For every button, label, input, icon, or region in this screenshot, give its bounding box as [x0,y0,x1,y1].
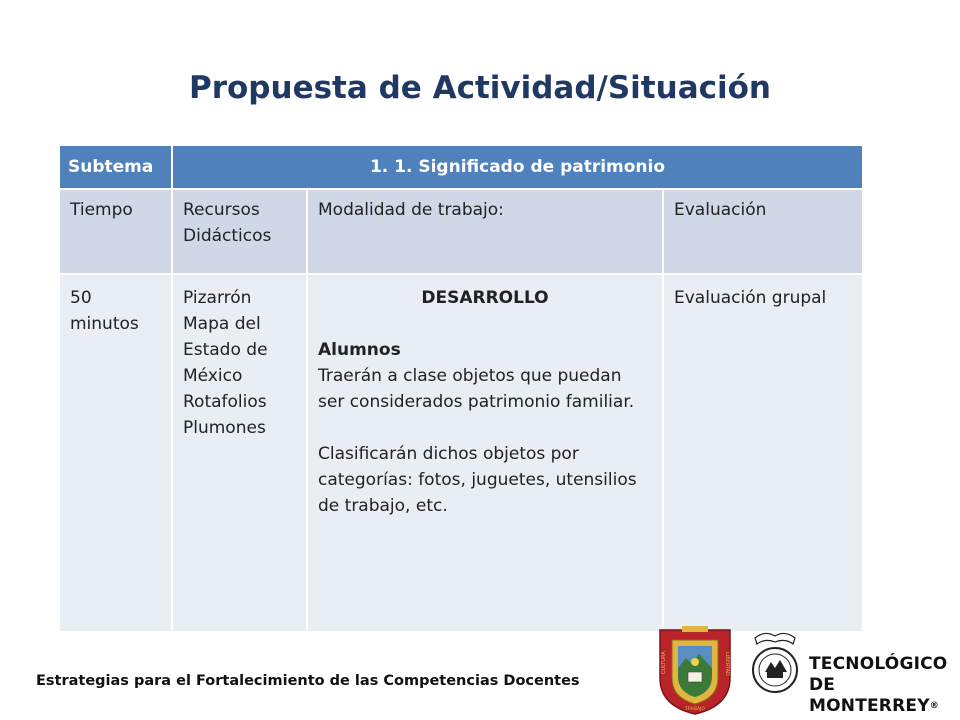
recursos-item: Rotafolios [183,392,267,412]
modalidad-cell [307,274,663,631]
tiempo-header: Tiempo [60,189,172,274]
tec-wordmark-line-2: DE MONTERREY [809,675,930,716]
activity-table [60,146,862,631]
table-row [60,274,862,631]
footer-text: Estrategias para el Fortalecimiento de las Competencias Docentes [36,673,580,689]
seal-banner-left: CULTURA [661,651,667,674]
tec-seal-icon [745,628,805,698]
evaluacion-header: Evaluación [663,189,862,274]
column-header-row [60,189,862,274]
recursos-header-line-2: Didácticos [183,226,272,246]
alumnos-heading: Alumnos [318,340,401,360]
recursos-item: Mapa del [183,314,261,334]
estado-de-mexico-seal-logo [652,626,738,716]
desarrollo-heading: DESARROLLO [421,288,549,308]
recursos-item: Pizarrón [183,288,252,308]
modalidad-paragraph-2: Clasificarán dichos objetos por categorías: fotos, juguetes, utensilios de trabajo, etc. [318,444,637,516]
recursos-cell [172,274,307,631]
tec-wordmark-line-1: TECNOLÓGICO [809,654,948,674]
recursos-header-line-1: Recursos [183,200,260,220]
seal-banner-bottom: TRABAJO [685,707,705,712]
tec-wordmark [809,654,960,717]
subtema-label: Subtema [60,146,172,189]
tiempo-unit: minutos [70,314,139,334]
seal-banner-right: LIBERTAD [724,652,730,676]
table-header-row [60,146,862,189]
evaluacion-cell: Evaluación grupal [663,274,862,631]
recursos-item: México [183,366,243,386]
modalidad-header: Modalidad de trabajo: [307,189,663,274]
tiempo-value: 50 [70,288,92,308]
subtema-topic: 1. 1. Significado de patrimonio [172,146,862,189]
registered-mark: ® [929,701,939,711]
modalidad-paragraph-1: Traerán a clase objetos que puedan ser considerados patrimonio familiar. [318,366,635,412]
page-title: Propuesta de Actividad/Situación [189,70,771,106]
tiempo-cell [60,274,172,631]
recursos-header [172,189,307,274]
recursos-item: Estado de [183,340,268,360]
recursos-item: Plumones [183,418,266,438]
